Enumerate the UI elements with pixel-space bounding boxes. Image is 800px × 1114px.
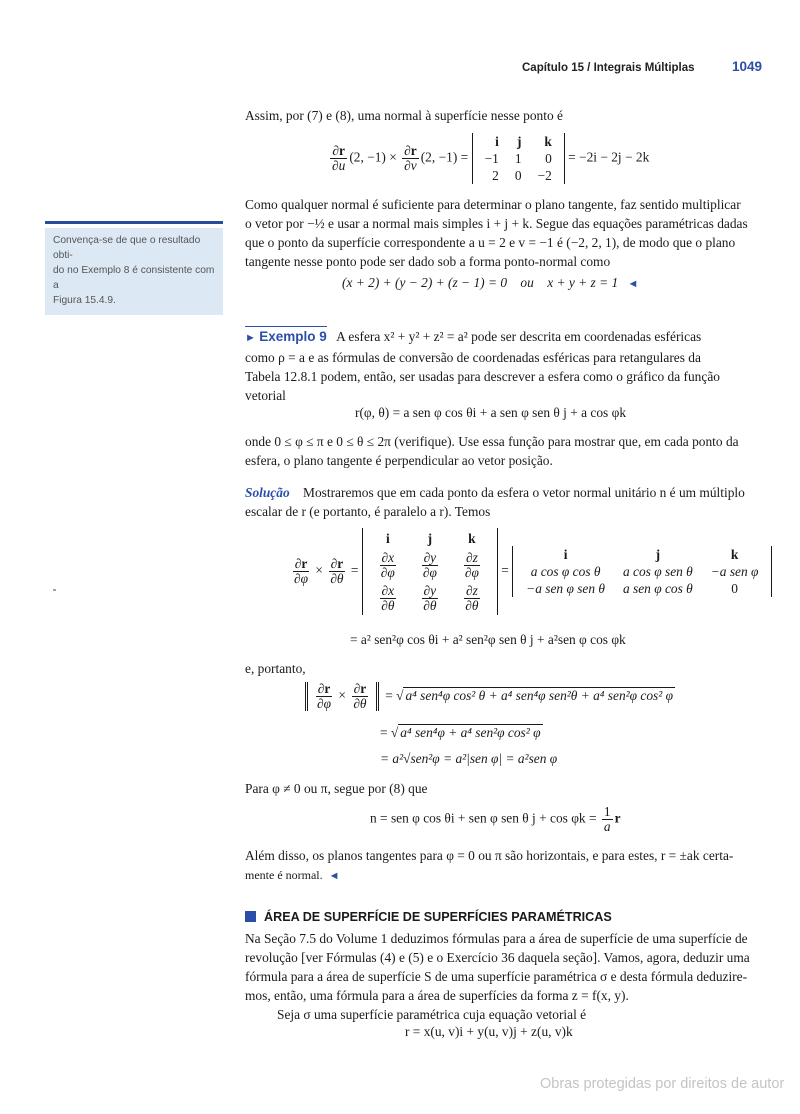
end-of-example-icon: ◄ — [328, 870, 340, 882]
example-marker-icon: ► — [245, 332, 256, 344]
equation-sphere-parametrization: r(φ, θ) = a sen φ cos θi + a sen φ sen θ j + a cos φk — [355, 405, 627, 420]
determinant-partials: i j k $\frac{\partial x}{\partial\varphi}$ $\frac{\partial y}{\partial\varphi}$ $\frac{\partial z}{\partial\varphi}$ $\frac{\partial x}{\partial\theta}$ $\frac{\partial y}{\partial\theta}$ $\frac{\partial z}{\partial\theta}$ — [362, 528, 498, 615]
solution-label: Solução — [245, 485, 290, 500]
equation-norm: $\frac{\partial r}{\partial\varphi}$ × $\frac{\partial r}{\partial\theta}$ = √ a⁴ sen⁴φ cos² θ + a⁴ sen⁴φ sen²θ + a⁴ sen²φ cos² φ — [305, 682, 675, 711]
margin-note-rule — [45, 221, 223, 224]
equation-cross-product-sphere: $\frac{\partial r}{\partial\varphi}$ × $\frac{\partial r}{\partial\theta}$ = i j k $\frac{\partial x}{\partial\varphi}$ $\frac{\partial y}{\partial\varphi}$ $\frac{\partial z}{\partial\varphi}$ $\frac{\partial x}{\partial\theta}$ $\frac{\partial y}{\partial\theta}$ $\frac{\partial z}{\partial\theta}$ = i j k a cos φ cos θ a cos φ sen θ −a sen φ −a sen φ sen θ a sen φ cos θ 0 — [290, 528, 772, 615]
equation-tangent-plane: (x + 2) + (y − 2) + (z − 1) = 0 ou x + y + z = 1 ◄ — [342, 275, 639, 290]
fraction-dr-dv: $\frac{\partial r}{\partial v}$ — [404, 142, 417, 173]
example-label: Exemplo 9 — [259, 329, 327, 344]
margin-note-box: Convença-se de que o resultado obti- do no Exemplo 8 é consistente com a Figura 15.4.9. — [45, 228, 223, 315]
example-9-continued: onde 0 ≤ φ ≤ π e 0 ≤ θ ≤ 2π (verifique). Use essa função para mostrar que, em cada ponto da esfera, o plano tangente é perpendicular ao vetor posição. — [245, 434, 739, 468]
paragraph-tangent-plane: Como qualquer normal é suficiente para determinar o plano tangente, faz sentido multiplicar o vetor por −½ e usar a normal mais simples i + j + k. Segue das equações paramétricas dadas que o ponto da superfície correspondente a u = 2 e v = −1 é (−2, 2, 1), de modo que o plano tangente nesse ponto pode ser dado sob a forma ponto-normal como — [245, 197, 748, 269]
solution-intro: Solução Mostraremos que em cada ponto da esfera o vetor normal unitário n é um múltiplo escalar de r (e portanto, é paralelo a r). Temos — [245, 485, 745, 519]
fraction-dr-du: $\frac{\partial r}{\partial u}$ — [332, 142, 346, 173]
portanto-line: e, portanto, — [245, 661, 306, 676]
intro-line: Assim, por (7) e (8), uma normal à superfície nesse ponto é — [245, 108, 563, 123]
equation-norm-step3: = a²√sen²φ = a²|sen φ| = a²sen φ — [380, 751, 558, 766]
section-square-icon — [245, 911, 256, 922]
page-number: 1049 — [732, 59, 763, 74]
solution-closing: Além disso, os planos tangentes para φ = 0 ou π são horizontais, e para estes, r = ±ak certa- mente é normal. ◄ — [245, 848, 734, 882]
margin-note — [45, 221, 223, 315]
equation-unit-normal: n = sen φ cos θi + sen φ sen θ j + cos φk = $\frac{1}{a}$ r — [370, 804, 621, 835]
section-heading: ÁREA DE SUPERFÍCIE DE SUPERFÍCIES PARAMÉTRICAS — [245, 910, 612, 924]
example-9: ► Exemplo 9 A esfera x² + y² + z² = a² pode ser descrita em coordenadas esféricas como ρ = a e as fórmulas de conversão de coordenadas esféricas para retangulares da Tabela 12.8.1 podem, então, ser usadas para descrever a esfera como o gráfico da função vetorial — [245, 329, 720, 403]
section-paragraph: Na Seção 7.5 do Volume 1 deduzimos fórmulas para a área de superfície de uma superfície de revolução [ver Fórmulas (4) e (5) e o Exercício 36 daquela seção]. Vamos, agora, deduzir uma fórmula para a área de superfície S de uma superfície paramétrica σ e desta fórmula deduzire- mos, então, uma fórmula para a área de superfícies da forma z = f(x, y). Seja σ uma superfície paramétrica cuja equação vetorial é — [245, 931, 750, 1022]
end-of-example-icon: ◄ — [627, 278, 639, 290]
para-phi-line: Para φ ≠ 0 ou π, segue por (8) que — [245, 781, 428, 796]
copyright-watermark: Obras protegidas por direitos de autor — [540, 1076, 785, 1092]
determinant-spherical: i j k a cos φ cos θ a cos φ sen θ −a sen φ −a sen φ sen θ a sen φ cos θ 0 — [512, 546, 772, 597]
equation-cross-product-example8: $\frac{\partial r}{\partial u}$ (2, −1) × $\frac{\partial r}{\partial v}$ (2, −1) = i j k −1 1 0 2 0 −2 = −2i − 2j − 2k — [332, 134, 650, 183]
equation-norm-step2: = √ a⁴ sen⁴φ + a⁴ sen²φ cos² φ — [380, 725, 541, 740]
running-head: Capítulo 15 / Integrais Múltiplas — [522, 62, 695, 74]
equation-vector-surface: r = x(u, v)i + y(u, v)j + z(u, v)k — [405, 1024, 573, 1039]
equation-cross-result: = a² sen²φ cos θi + a² sen²φ sen θ j + a²sen φ cos φk — [350, 632, 626, 647]
stray-mark — [53, 589, 56, 591]
norm-bars: $\frac{\partial r}{\partial\varphi}$ × $\frac{\partial r}{\partial\theta}$ — [305, 682, 379, 711]
determinant-3x3: i j k −1 1 0 2 0 −2 — [472, 133, 565, 184]
